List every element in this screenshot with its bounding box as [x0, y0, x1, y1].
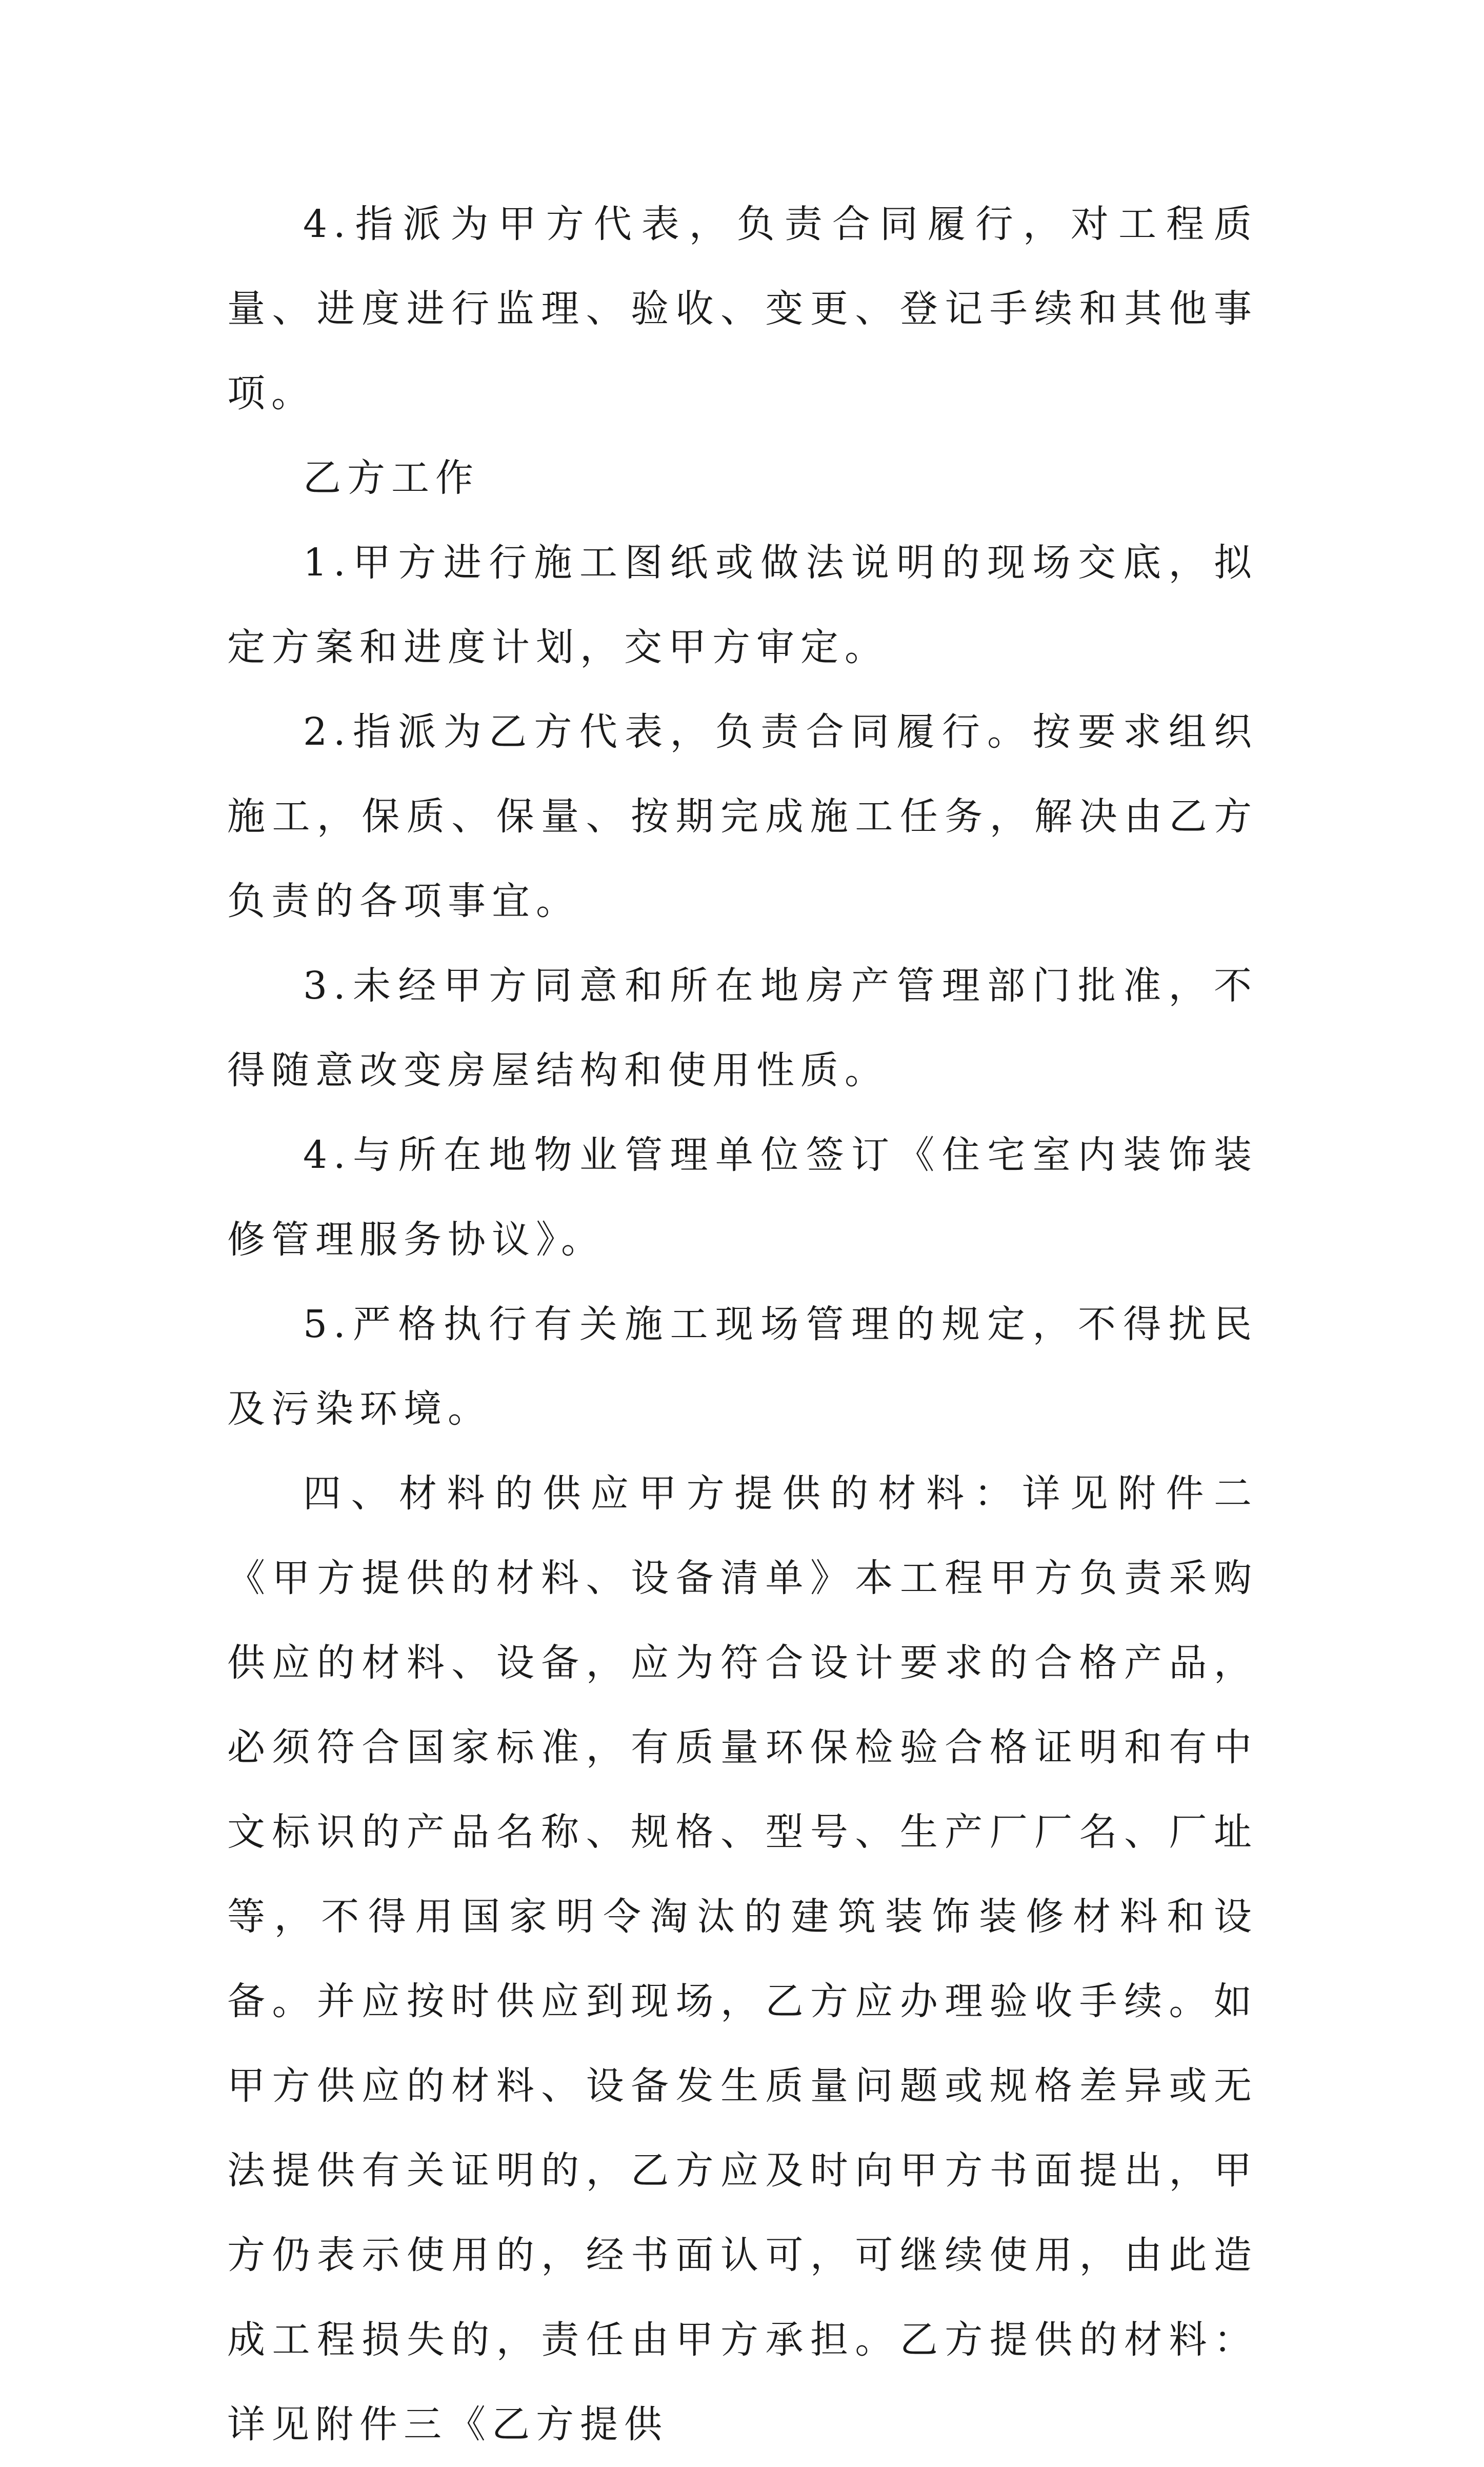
paragraph-item-5-site-management: 5.严格执行有关施工现场管理的规定，不得扰民及污染环境。 — [227, 1302, 1258, 1431]
paragraph-item-1-disclosure: 1.甲方进行施工图纸或做法说明的现场交底，拟定方案和进度计划，交甲方审定。 — [227, 541, 1258, 669]
paragraph-item-4-representative: 4.指派为甲方代表，负责合同履行，对工程质量、进度进行监理、验收、变更、登记手续和其他事项。 — [227, 202, 1258, 415]
section-heading-party-b-work: 乙方工作 — [303, 456, 479, 500]
document-body — [227, 182, 1258, 2467]
paragraph-item-2-party-b-representative: 2.指派为乙方代表，负责合同履行。按要求组织施工，保质、保量、按期完成施工任务，解决由乙方负责的各项事宜。 — [227, 710, 1258, 923]
paragraph-section-4-materials: 四、材料的供应甲方提供的材料：详见附件二《甲方提供的材料、设备清单》本工程甲方负责采购供应的材料、设备，应为符合设计要求的合格产品，必须符合国家标准，有质量环保检验合格证明和有中文标识的产品名称、规格、型号、生产厂厂名、厂址等，不得用国家明令淘汰的建筑装饰装修材料和设备。并应按时供应到现场，乙方应办理验收手续。如甲方供应的材料、设备发生质量问题或规格差异或无法提供有关证明的，乙方应及时向甲方书面提出，甲方仍表示使用的，经书面认可，可继续使用，由此造成工程损失的，责任由甲方承担。乙方提供的材料：详见附件三《乙方提供 — [227, 1471, 1258, 2446]
paragraph-item-3-structure: 3.未经甲方同意和所在地房产管理部门批准，不得随意改变房屋结构和使用性质。 — [227, 964, 1258, 1092]
paragraph-item-4-property-agreement: 4.与所在地物业管理单位签订《住宅室内装饰装修管理服务协议》。 — [227, 1133, 1258, 1262]
